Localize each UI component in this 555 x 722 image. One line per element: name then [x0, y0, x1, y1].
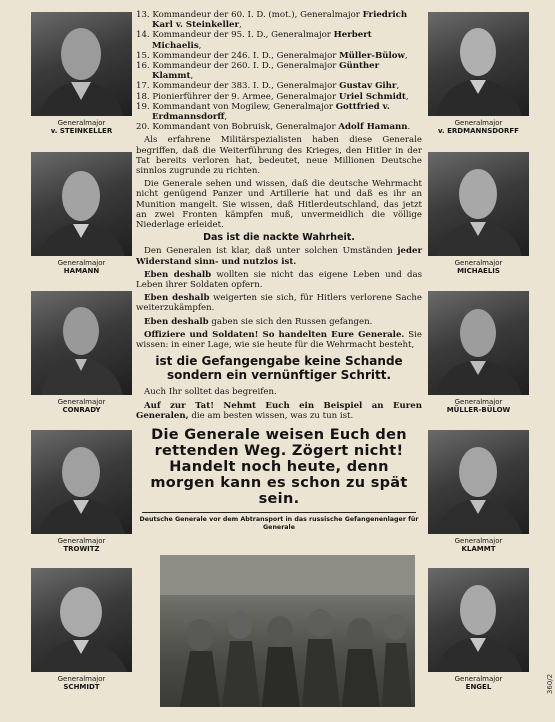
portrait-name: HAMANN [63, 267, 100, 275]
divider [142, 512, 416, 513]
portrait-rank: Generalmajor [57, 119, 106, 127]
portrait-rank: Generalmajor [57, 259, 106, 267]
center-column [136, 10, 422, 532]
portrait-rank: Generalmajor [57, 675, 106, 683]
group-photo [160, 555, 415, 707]
paragraph: Auf zur Tat! Nehmt Euch ein Beispiel an Euren Generalen, die am besten wissen, was zu tun ist. [136, 400, 422, 421]
paragraph: Den Generalen ist klar, daß unter solchen Umständen jeder Widerstand sinn- und nutzlos ist. [136, 246, 422, 267]
portrait-conrady [31, 291, 132, 414]
portrait-name: CONRADY [62, 406, 101, 414]
portrait-rank: Generalmajor [454, 537, 503, 545]
portrait-engel [428, 568, 529, 691]
list-item: 13. Kommandeur der 60. I. D. (mot.), Generalmajor Friedrich Karl v. Steinkeller, [136, 10, 408, 31]
portrait-photo [428, 152, 529, 256]
portrait-name: KLAMMT [461, 545, 496, 553]
portrait-photo [428, 12, 529, 116]
portrait-photo [31, 12, 132, 116]
portrait-name: TROWITZ [63, 545, 100, 553]
portrait-hamann [31, 152, 132, 275]
portrait-name: MICHAELIS [457, 267, 500, 275]
portrait-steinkeller [31, 12, 132, 135]
portrait-photo [31, 568, 132, 672]
paragraph: Als erfahrene Militärspezialisten haben diese Generale begriffen, daß die Weiterführung des Krieges, den Hitler in der Tat bereits verloren hat, bedeutet, neue Millionen Deutsche sinnlos zugrunde zu richten. [136, 135, 422, 177]
list-item: 17. Kommandeur der 383. I. D., Generalmajor Gustav Gihr, [136, 81, 400, 92]
generals-list [136, 10, 422, 132]
portrait-photo [31, 430, 132, 534]
list-item: 16. Kommandeur der 260. I. D., Generalmajor Günther Klammt, [136, 61, 380, 82]
leaflet-code: 360/2 [546, 673, 555, 695]
bold-statement: ist die Gefangengabe keine Schande sondern ein vernünftiger Schritt. [155, 354, 403, 383]
portrait-michaelis [428, 152, 529, 275]
portrait-trowitz [31, 430, 132, 553]
portrait-rank: Generalmajor [454, 259, 503, 267]
portrait-name: v. ERDMANNSDORFF [438, 127, 519, 135]
portrait-name: SCHMIDT [63, 683, 100, 691]
photo-caption: Deutsche Generale vor dem Abtransport in das russische Gefangenenlager für Generale [139, 515, 419, 531]
portrait-photo [428, 568, 529, 672]
portrait-photo [428, 430, 529, 534]
call-to-action: Die Generale weisen Euch den rettenden Weg. Zögert nicht! Handelt noch heute, denn morgen kann es schon zu spät sein. [150, 426, 408, 507]
portrait-name: v. STEINKELLER [50, 127, 113, 135]
paragraph: Die Generale sehen und wissen, daß die deutsche Wehrmacht nicht genügend Panzer und Artillerie hat und daß es ihr an Munition mangelt. Sie wissen, daß Hitlerdeutschland, das jetzt an zwei Fronten kämpfen muß, unvermeidlich die völlige Niederlage erleidet. [136, 179, 422, 231]
paragraph: Eben deshalb wollten sie nicht das eigene Leben und das Leben ihrer Soldaten opfern. [136, 269, 422, 291]
list-item: 18. Pionierführer der 9. Armee, Generalmajor Uriel Schmidt, [136, 91, 409, 102]
portrait-rank: Generalmajor [454, 119, 503, 127]
list-item: 20. Kommandant von Bobruisk, Generalmajor Adolf Hamann. [136, 122, 411, 133]
heading: Das ist die nackte Wahrheit. [203, 232, 355, 244]
portrait-rank: Generalmajor [57, 537, 106, 545]
paragraph: Eben deshalb weigerten sie sich, für Hitlers verlorene Sache weiterzukämpfen. [136, 293, 423, 314]
portrait-photo [31, 291, 132, 395]
portrait-name: ENGEL [465, 683, 492, 691]
portrait-klammt [428, 430, 529, 553]
portrait-rank: Generalmajor [57, 398, 106, 406]
portrait-photo [428, 291, 529, 395]
portrait-photo [31, 152, 132, 256]
portrait-erdmannsdorff [428, 12, 529, 135]
list-item: 19. Kommandant von Mogilew, Generalmajor Gottfried v. Erdmannsdorff, [136, 101, 390, 123]
portrait-name: MÜLLER-BÜLOW [446, 406, 511, 414]
list-item: 15. Kommandeur der 246. I. D., Generalmajor Müller-Bülow, [136, 50, 408, 61]
paragraph: Eben deshalb gaben sie sich den Russen gefangen. [144, 316, 373, 327]
paragraph: Auch Ihr solltet das begreifen. [144, 387, 277, 398]
list-item: 14. Kommandeur der 95. I. D., Generalmajor Herbert Michaelis, [136, 30, 372, 51]
paragraph: Offiziere und Soldaten! So handelten Eure Generale. Sie wissen: in einer Lage, wie sie heute für die Wehrmacht besteht, [136, 329, 422, 351]
portrait-schmidt [31, 568, 132, 691]
portrait-mueller-buelow [428, 291, 529, 414]
portrait-rank: Generalmajor [454, 675, 503, 683]
portrait-rank: Generalmajor [454, 398, 503, 406]
